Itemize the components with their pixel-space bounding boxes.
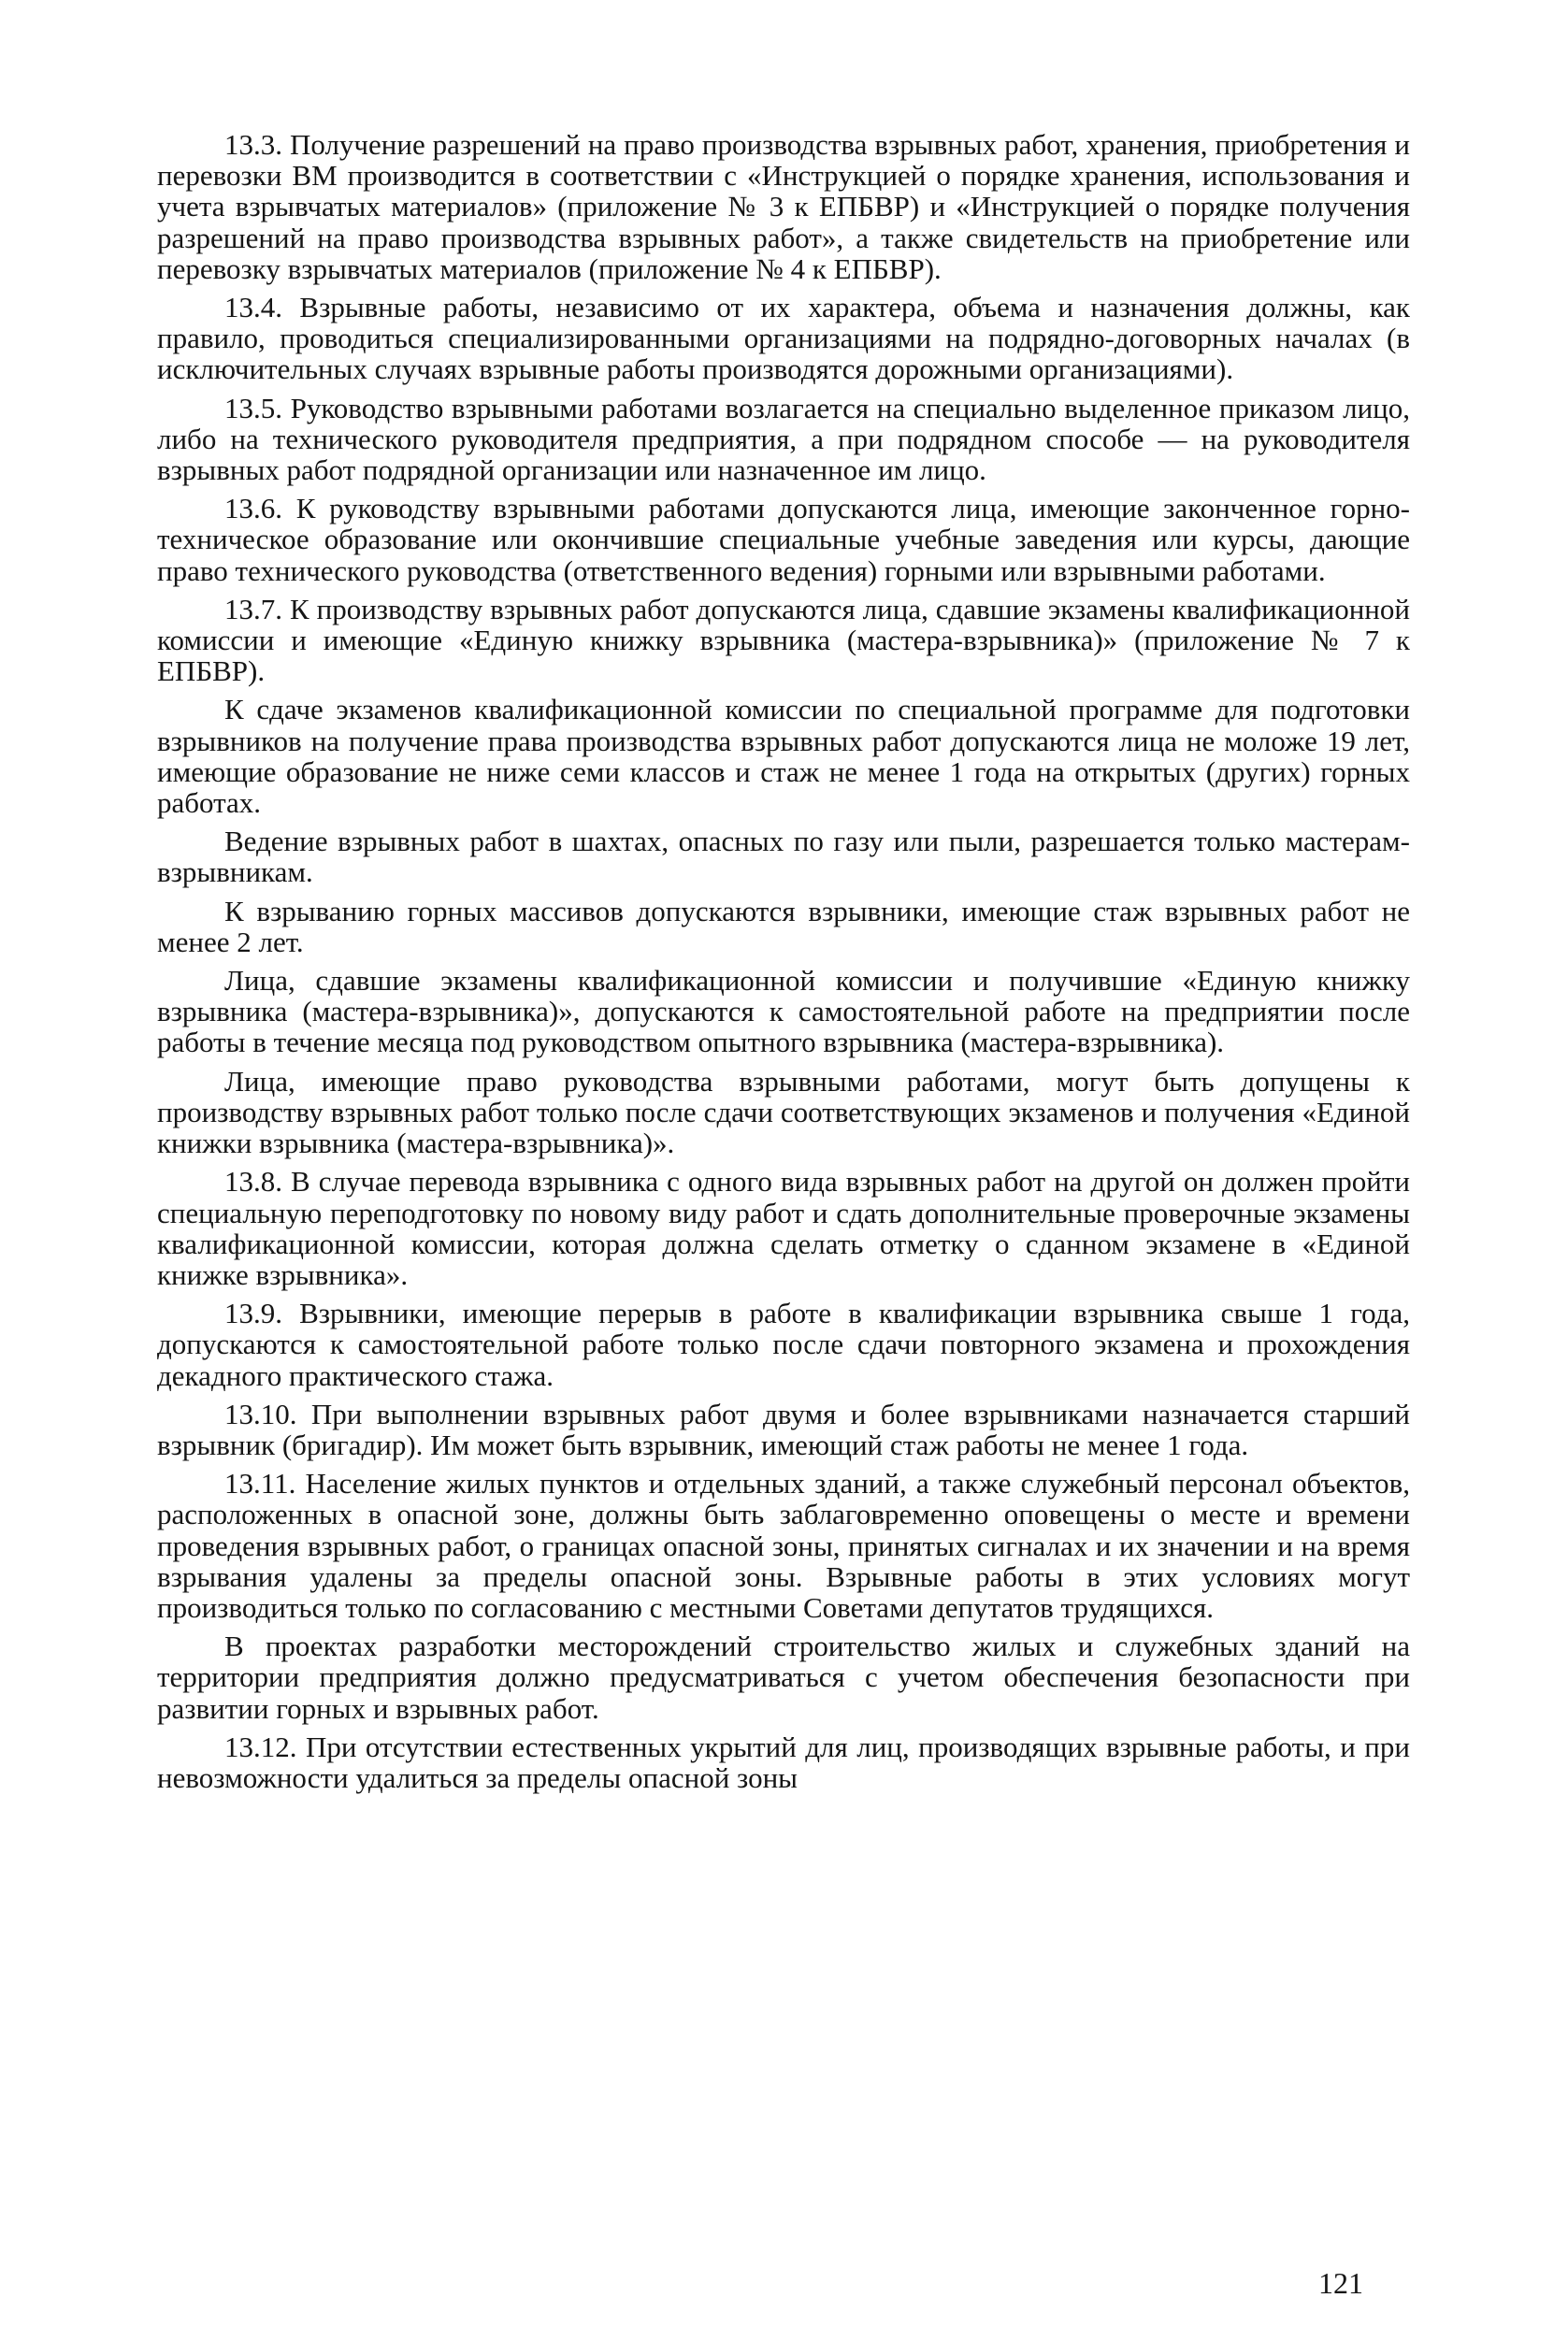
paragraph-13-4: 13.4. Взрывные работы, независимо от их характера, объема и назначения должны, как правило, проводиться специализированными организациями на подрядно-договорных началах (в исключительных случаях взрывные работы производятся дорожными организациями). (157, 291, 1410, 386)
paragraph-deposit-projects: В проектах разработки месторождений строительство жилых и служебных зданий на территории предприятия должно предусматриваться с учетом обеспечения безопасности при развитии горных и взрывных работ. (157, 1630, 1410, 1725)
paragraph-13-3: 13.3. Получение разрешений на право производства взрывных работ, хранения, приобретения и перевозки ВМ производится в соответствии с «Инструкцией о порядке хранения, использования и учета взрывчатых материалов» (приложение № 3 к ЕПБВР) и «Инструкцией о порядке получения разрешений на право производства взрывных работ», а также свидетельств на приобретение или перевозку взрывчатых материалов (приложение № 4 к ЕПБВР). (157, 128, 1410, 285)
paragraph-independent-work: Лица, сдавшие экзамены квалификационной комиссии и получившие «Единую книжку взрывника (мастера-взрывника)», допускаются к самостоятельной работе на предприятии после работы в течение месяца под руководством опытного взрывника (мастера-взрывника). (157, 964, 1410, 1059)
paragraph-13-7: 13.7. К производству взрывных работ допускаются лица, сдавшие экзамены квалификационной комиссии и имеющие «Единую книжку взрывника (мастера-взрывника)» (приложение № 7 к ЕПБВР). (157, 592, 1410, 688)
paragraph-mines-gas: Ведение взрывных работ в шахтах, опасных по газу или пыли, разрешается только мастерам-взрывникам. (157, 825, 1410, 889)
paragraph-13-11: 13.11. Население жилых пунктов и отдельных зданий, а также служебный персонал объектов, расположенных в опасной зоне, должны быть заблаговременно оповещены о месте и времени проведения взрывных работ, о границах опасной зоны, принятых сигналах и их значении и на время взрывания удалены за пределы опасной зоны. Взрывные работы в этих условиях могут производиться только по согласованию с местными Советами депутатов трудящихся. (157, 1467, 1410, 1624)
paragraph-13-5: 13.5. Руководство взрывными работами возлагается на специально выделенное приказом лицо, либо на технического руководителя предприятия, а при подрядном способе — на руководителя взрывных работ подрядной организации или назначенное им лицо. (157, 391, 1410, 487)
paragraph-13-12: 13.12. При отсутствии естественных укрытий для лиц, производящих взрывные работы, и при невозможности удалиться за пределы опасной зоны (157, 1730, 1410, 1794)
paragraph-management-admission: Лица, имеющие право руководства взрывными работами, могут быть допущены к производству взрывных работ только после сдачи соответствующих экзаменов и получения «Единой книжки взрывника (мастера-взрывника)». (157, 1064, 1410, 1160)
paragraph-13-9: 13.9. Взрывники, имеющие перерыв в работе в квалификации взрывника свыше 1 года, допускаются к самостоятельной работе только после сдачи повторного экзамена и прохождения декадного практического стажа. (157, 1297, 1410, 1392)
paragraph-exam-admission: К сдаче экзаменов квалификационной комиссии по специальной программе для подготовки взрывников на получение права производства взрывных работ допускаются лица не моложе 19 лет, имеющие образование не ниже семи классов и стаж не менее 1 года на открытых (других) горных работах. (157, 693, 1410, 820)
paragraph-13-8: 13.8. В случае перевода взрывника с одного вида взрывных работ на другой он должен пройти специальную переподготовку по новому виду работ и сдать дополнительные проверочные экзамены квалификационной комиссии, которая должна сделать отметку о сданном экзамене в «Единой книжке взрывника». (157, 1165, 1410, 1291)
paragraph-13-10: 13.10. При выполнении взрывных работ двумя и более взрывниками назначается старший взрывник (бригадир). Им может быть взрывник, имеющий стаж работы не менее 1 года. (157, 1397, 1410, 1461)
paragraph-rock-massifs: К взрыванию горных массивов допускаются взрывники, имеющие стаж взрывных работ не менее 2 лет. (157, 894, 1410, 958)
page-number: 121 (1318, 2266, 1363, 2300)
document-page (157, 129, 1410, 1793)
paragraph-13-6: 13.6. К руководству взрывными работами допускаются лица, имеющие законченное горно-техническое образование или окончившие специальные учебные заведения или курсы, дающие право технического руководства (ответственного ведения) горными или взрывными работами. (157, 492, 1410, 587)
